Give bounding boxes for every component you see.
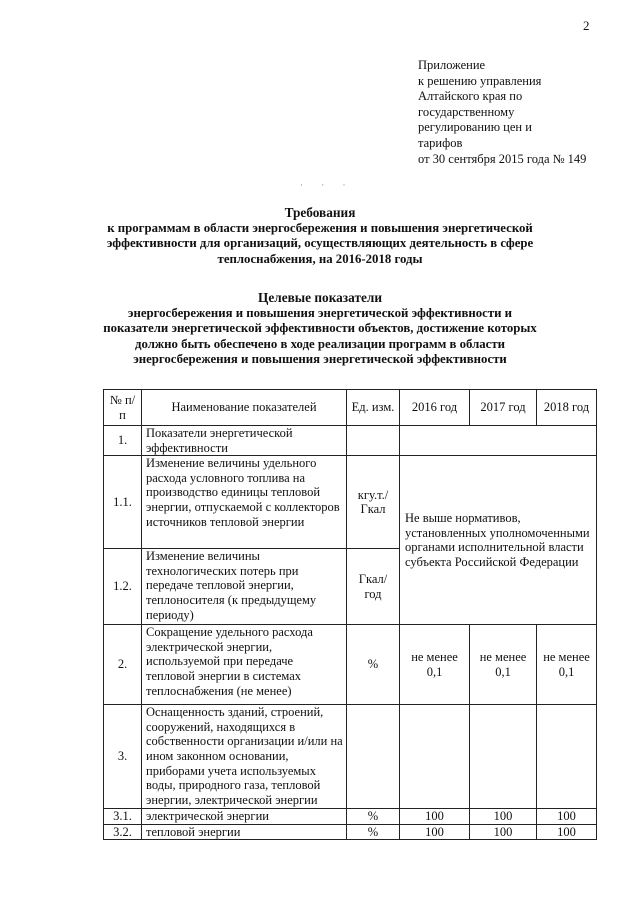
row-num: 2. <box>104 625 142 705</box>
value-2017: 100 <box>470 824 537 840</box>
value-2018: не менее 0,1 <box>537 625 597 705</box>
row-name: Оснащенность зданий, строений, сооружений, находящихся в собственности организации и/или на ином законном основании, приборами учета используемых воды, природного газа, тепловой энергии, электрической энергии <box>142 705 347 809</box>
row-unit: % <box>347 824 400 840</box>
value-2017: 100 <box>470 809 537 825</box>
value-2018 <box>537 705 597 809</box>
requirements-title <box>100 205 540 267</box>
table-row <box>104 809 597 825</box>
indicators-table <box>103 389 597 840</box>
requirements-heading: Требования <box>284 205 356 220</box>
value-2016 <box>400 705 470 809</box>
row-unit <box>347 426 400 456</box>
row-name: Изменение величины технологических потерь при передаче тепловой энергии, теплоносителя (к предыдущему периоду) <box>142 549 347 625</box>
targets-heading: Целевые показатели <box>257 290 382 305</box>
header-num: № п/п <box>104 390 142 426</box>
row-num: 3.2. <box>104 824 142 840</box>
row-num: 1. <box>104 426 142 456</box>
requirements-text: к программам в области энергосбережения и повышения энергетической эффективности для организаций, осуществляющих деятельность в сфере теплоснабжения, на 2016-2018 годы <box>106 220 534 266</box>
merged-norm-note: Не выше нормативов, установленных уполномоченными органами исполнительной власти субъекта Российской Федерации <box>400 456 597 625</box>
value-2018: 100 <box>537 809 597 825</box>
row-num: 1.2. <box>104 549 142 625</box>
row-name: Показатели энергетической эффективности <box>142 426 347 456</box>
header-name: Наименование показателей <box>142 390 347 426</box>
header-2017: 2017 год <box>470 390 537 426</box>
table-row <box>104 824 597 840</box>
header-2016: 2016 год <box>400 390 470 426</box>
table-header-row <box>104 390 597 426</box>
row-num: 3. <box>104 705 142 809</box>
row-unit: % <box>347 809 400 825</box>
header-unit: Ед. изм. <box>347 390 400 426</box>
table-row <box>104 705 597 809</box>
scan-specks: · · · <box>300 180 354 190</box>
appendix-note: Приложение к решению управления Алтайского края по государственному регулированию цен и тарифов от 30 сентября 2015 года № 149 <box>418 58 587 166</box>
value-2018: 100 <box>537 824 597 840</box>
value-2016: не менее 0,1 <box>400 625 470 705</box>
row-name: Изменение величины удельного расхода условного топлива на производство единицы тепловой энергии, отпускаемой с коллекторов источников тепловой энергии <box>142 456 347 549</box>
header-2018: 2018 год <box>537 390 597 426</box>
targets-title <box>96 290 544 368</box>
targets-text: энергосбережения и повышения энергетической эффективности и показатели энергетической эффективности объектов, достижение которых должно быть обеспечено в ходе реализации программ в области энергосбережения и повышения энергетической эффективности <box>103 305 537 367</box>
table-row <box>104 625 597 705</box>
row-name: Сокращение удельного расхода электрической энергии, используемой при передаче тепловой энергии в системах теплоснабжения (не менее) <box>142 625 347 705</box>
value-2016: 100 <box>400 809 470 825</box>
value-2016: 100 <box>400 824 470 840</box>
row-unit: % <box>347 625 400 705</box>
row-unit: кгу.т./ Гкал <box>347 456 400 549</box>
row-unit <box>347 705 400 809</box>
table-row <box>104 456 597 549</box>
value-2017: не менее 0,1 <box>470 625 537 705</box>
row-unit: Гкал/ год <box>347 549 400 625</box>
row-name: тепловой энергии <box>142 824 347 840</box>
row-empty-values <box>400 426 597 456</box>
row-num: 3.1. <box>104 809 142 825</box>
page-number: 2 <box>583 18 590 33</box>
row-name: электрической энергии <box>142 809 347 825</box>
value-2017 <box>470 705 537 809</box>
table-row <box>104 426 597 456</box>
row-num: 1.1. <box>104 456 142 549</box>
